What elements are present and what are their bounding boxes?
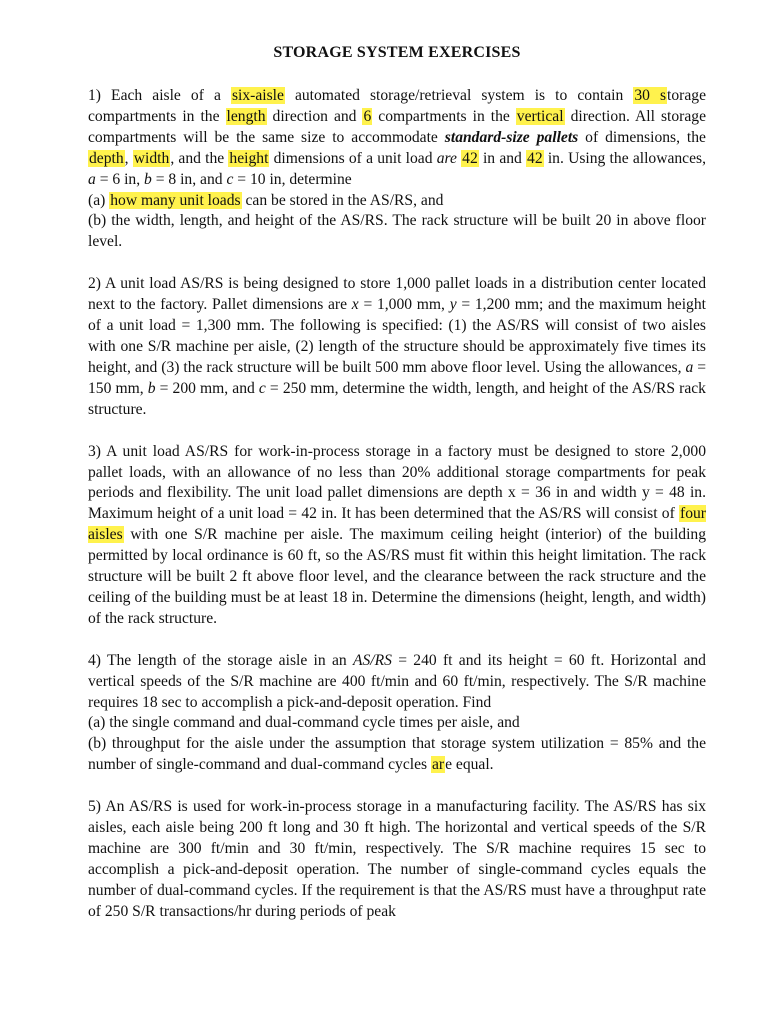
highlight: width <box>133 149 170 167</box>
document-title: STORAGE SYSTEM EXERCISES <box>273 44 521 61</box>
text: with one S/R machine per aisle. The maximum ceiling height (interior) of the building permitted by local ordinance is 60 ft, so the AS/RS must fit within this height limitation. The rack structure will be built 2 ft above floor level, and the clearance between the rack structure and the ceiling of the building must be at least 18 in. Determine the dimensions (height, length, and width) of the rack structure. <box>88 526 706 627</box>
exercise-5 <box>88 797 706 922</box>
text: automated storage/retrieval system is to contain <box>284 87 634 104</box>
variable: b <box>144 170 152 188</box>
text: of dimensions, the <box>578 128 706 146</box>
highlight: ar <box>431 756 445 774</box>
question-b: (b) the width, length, and height of the AS/RS. The rack structure will be built 20 in above floor level. <box>88 212 706 251</box>
question-a: (a) the single command and dual-command cycle times per aisle, and <box>88 714 520 732</box>
exercise-1 <box>88 86 706 253</box>
highlight: 6 <box>363 107 372 125</box>
text: = 10 in, determine <box>233 170 352 188</box>
text: 1) Each aisle of a <box>88 87 231 104</box>
text: = 6 in, <box>95 170 145 188</box>
variable: c <box>226 170 234 188</box>
highlight: length <box>226 107 266 125</box>
text: 4) The length of the storage aisle in an <box>88 651 353 669</box>
variable: a <box>88 170 96 188</box>
highlight: depth <box>89 149 124 167</box>
text: (a) <box>88 191 110 209</box>
highlight: 42 <box>462 149 478 167</box>
text: compartments in the <box>372 107 516 125</box>
variable: c <box>258 379 266 397</box>
exercise-4 <box>88 651 706 776</box>
exercise-3 <box>88 442 706 630</box>
question-a <box>88 191 706 212</box>
variable: y <box>449 296 457 314</box>
text: 3) A unit load AS/RS for work-in-process storage in a factory must be designed to store 2,000 pallet loads, with an allowance of no less than 20% additional storage compartments for peak periods and flexibility. The unit load pallet dimensions are depth x = 36 in and width y = 48 in. Maximum height of a unit load = 42 in. It has been determined that the AS/RS will consist of <box>88 442 706 523</box>
text: = 8 in, and <box>151 170 227 188</box>
italic-text: are <box>436 149 457 167</box>
text: can be stored in the AS/RS, and <box>241 191 444 209</box>
text: = 200 mm, and <box>155 379 259 397</box>
highlight: four aisles <box>88 505 706 544</box>
text: 5) An AS/RS is used for work-in-process storage in a manufacturing facility. The AS/RS has six aisles, each aisle being 200 ft long and 30 ft high. The horizontal and vertical speeds of the S/R machine are 300 ft/min and 30 ft/min, respectively. The S/R machine requires 15 sec to accomplish a pick-and-deposit operation. The number of single-command cycles equals the number of dual-command cycles. If the requirement is that the AS/RS must have a throughput rate of 250 S/R transactions/hr during periods of peak <box>88 798 706 920</box>
variable: a <box>685 358 694 376</box>
italic-text: AS/RS <box>352 651 392 669</box>
text: = 1,200 mm; and the maximum height of a unit load = 1,300 mm. The following is specified: (1) the AS/RS will consist of two aisles with one S/R machine per aisle, (2) length of the structure should be approximately five times its height, and (3) the rack structure will be built 500 mm above floor level. Using the allowances, <box>88 296 706 376</box>
exercise-2 <box>88 274 706 420</box>
highlight: six-aisle <box>231 87 284 104</box>
text: torage compartments in the <box>88 87 707 125</box>
text: = 1,000 mm, <box>358 296 450 314</box>
text: , and the <box>170 149 229 167</box>
highlight: 30 s <box>634 87 667 104</box>
variable: x <box>351 296 359 314</box>
text: (b) throughput for the aisle under the assumption that storage system utilization = 85% and the number of single-command and dual-command cycles <box>88 735 706 774</box>
variable: b <box>147 379 156 397</box>
highlight: 42 <box>527 149 543 167</box>
text: , <box>124 149 133 167</box>
text: direction. All storage compartments will be the same size to accommodate <box>88 107 706 146</box>
text: = 150 mm, <box>88 358 706 397</box>
text: e equal. <box>445 756 494 774</box>
text: direction and <box>266 107 363 125</box>
emphasis: standard-size pallets <box>444 128 579 146</box>
text: = 250 mm, determine the width, length, and height of the AS/RS rack structure. <box>88 379 706 418</box>
question-b <box>88 734 706 776</box>
text: in and <box>478 149 527 167</box>
highlight: height <box>229 149 269 167</box>
text: dimensions of a unit load <box>269 149 437 167</box>
text: = 240 ft and its height = 60 ft. Horizontal and vertical speeds of the S/R machine are 400 ft/min and 60 ft/min, respectively. The S/R machine requires 18 sec to accomplish a pick-and-deposit operation. Find <box>88 651 706 711</box>
highlight: how many unit loads <box>110 191 241 209</box>
text: in. Using the allowances, <box>543 149 706 167</box>
highlight: vertical <box>516 107 564 125</box>
text: 2) A unit load AS/RS is being designed to store 1,000 pallet loads in a distribution center located next to the factory. Pallet dimensions are <box>88 275 706 314</box>
